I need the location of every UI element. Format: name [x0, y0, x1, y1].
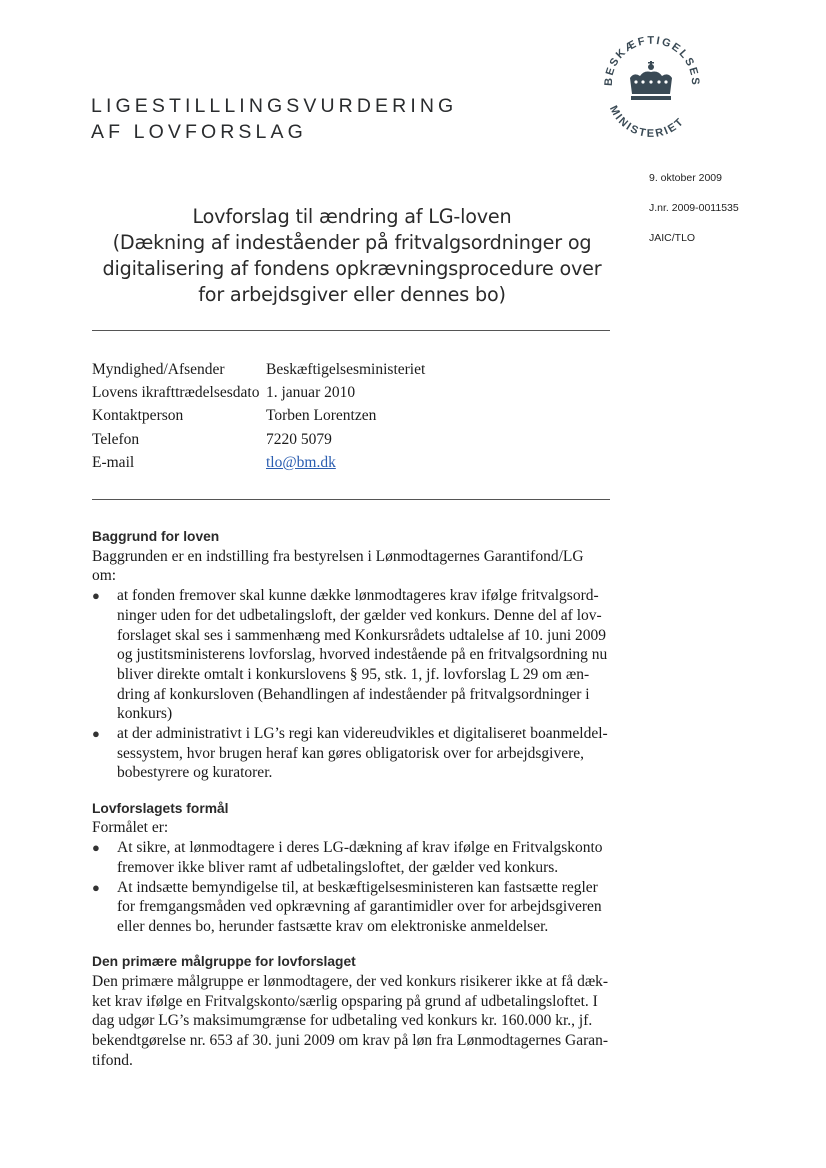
- logo-arc-text-bottom: MINISTERIET: [607, 103, 688, 140]
- bullet-icon: ●: [92, 879, 100, 895]
- heading-line-1: LIGESTILLLINGSVURDERING: [91, 95, 458, 117]
- info-row-phone: [92, 428, 425, 451]
- list-item-line: konkurs): [117, 705, 173, 723]
- info-row-authority: [92, 358, 425, 381]
- divider: [92, 330, 610, 331]
- list-item-line: for fremgangsmåden ved opkrævning af garantimidler over for arbejdsgiveren: [117, 898, 602, 916]
- journal-number: J.nr. 2009-0011535: [649, 202, 739, 214]
- email-link[interactable]: tlo@bm.dk: [266, 453, 336, 471]
- divider: [92, 499, 610, 500]
- section-target-group: [92, 952, 622, 1070]
- title-line: Lovforslag til ændring af LG-loven: [192, 205, 512, 228]
- info-value: Beskæftigelsesministeriet: [266, 361, 426, 378]
- list-item: [92, 878, 622, 937]
- info-label: Telefon: [92, 430, 140, 448]
- section-heading: Baggrund for loven: [92, 529, 220, 544]
- bullet-icon: ●: [92, 840, 100, 856]
- list-item-line: At indsætte bemyndigelse til, at beskæftigelsesministeren kan fastsætte regler: [117, 878, 598, 896]
- paragraph-line: dag udgør LG’s maksimumgrænse for udbetaling ved konkurs kr. 160.000 kr., jf.: [92, 1012, 593, 1030]
- list-item-line: at der administrativt i LG’s regi kan videreudvikles et digitaliseret boanmeldel-: [117, 725, 608, 743]
- reference-initials: JAIC/TLO: [649, 232, 696, 244]
- info-row-email: [92, 451, 425, 474]
- title-line: for arbejdsgiver eller dennes bo): [198, 283, 506, 306]
- info-value: 7220 5079: [266, 430, 332, 448]
- paragraph-line: Den primære målgruppe er lønmodtagere, der ved konkurs risikerer ikke at få dæk-: [92, 972, 609, 990]
- info-value: Torben Lorentzen: [266, 407, 377, 425]
- paragraph-line: tifond.: [92, 1051, 133, 1069]
- info-row-effective-date: [92, 381, 425, 404]
- list-item: [92, 586, 622, 724]
- info-label: Kontaktperson: [92, 407, 184, 425]
- svg-text:MINISTERIET: [607, 104, 687, 140]
- document-body: [92, 527, 622, 1086]
- paragraph-line: Formålet er:: [92, 819, 169, 837]
- bullet-icon: ●: [92, 588, 100, 604]
- document-heading: [91, 93, 457, 145]
- title-line: (Dækning af indeståender på fritvalgsordninger og: [112, 231, 592, 254]
- info-row-contact: [92, 404, 425, 427]
- info-label: Myndighed/Afsender: [92, 361, 225, 378]
- info-label: E-mail: [92, 453, 135, 471]
- list-item-line: bliver direkte omtalt i konkurslovens § 95, stk. 1, jf. lovforslag L 29 om æn-: [117, 665, 590, 683]
- info-table: [92, 358, 425, 474]
- heading-line-2: AF LOVFORSLAG: [91, 121, 307, 143]
- logo-arc-text-top: BESKÆFTIGELSES: [602, 34, 702, 87]
- list-item: [92, 838, 622, 877]
- list-item-line: dring af konkursloven (Behandlingen af indeståender på fritvalgsordninger i: [117, 685, 590, 703]
- document-title: [92, 204, 612, 308]
- section-background: [92, 527, 622, 783]
- list-item-line: bobestyrere og kuratorer.: [117, 764, 273, 782]
- paragraph-line: Baggrunden er en indstilling fra bestyrelsen i Lønmodtagernes Garantifond/LG: [92, 547, 584, 565]
- list-item-line: At sikre, at lønmodtagere i deres LG-dækning af krav ifølge en Fritvalgskonto: [117, 839, 603, 857]
- paragraph-line: om:: [92, 567, 117, 585]
- list-item-line: at fonden fremover skal kunne dække lønmodtageres krav ifølge fritvalgsord-: [117, 587, 599, 605]
- ministry-crown-logo: [590, 20, 710, 140]
- list-item-line: og justitsministerens lovforslag, hvorved indestående på en fritvalgsordning nu: [117, 646, 608, 664]
- list-item-line: ninger uden for det udbetalingsloft, der gælder ved konkurs. Denne del af lov-: [117, 606, 602, 624]
- list-item-line: forslaget skal ses i sammenhæng med Konkursrådets udtalelse af 10. juni 2009: [117, 626, 607, 644]
- title-line: digitalisering af fondens opkrævningsprocedure over: [102, 257, 602, 280]
- paragraph-line: bekendtgørelse nr. 653 af 30. juni 2009 om krav på løn fra Lønmodtagernes Garan-: [92, 1032, 609, 1050]
- paragraph-line: ket krav ifølge en Fritvalgskonto/særlig opsparing på grund af udbetalingsloftet. I: [92, 992, 598, 1010]
- section-heading: Lovforslagets formål: [92, 800, 229, 816]
- bullet-icon: ●: [92, 726, 100, 742]
- info-label: Lovens ikrafttrædelsesdato: [92, 384, 260, 402]
- info-value: 1. januar 2010: [266, 384, 356, 402]
- document-date: 9. oktober 2009: [649, 172, 722, 184]
- section-purpose: [92, 799, 622, 937]
- list-item: [92, 724, 622, 783]
- section-heading: Den primære målgruppe for lovforslaget: [92, 954, 356, 970]
- list-item-line: fremover ikke bliver ramt af udbetalingsloftet, der gælder ved konkurs.: [117, 858, 559, 876]
- crown-icon: [590, 20, 710, 140]
- list-item-line: sessystem, hvor brugen heraf kan gøres obligatorisk over for arbejdsgivere,: [117, 744, 585, 762]
- list-item-line: eller dennes bo, herunder fastsætte krav om elektroniske anmeldelser.: [117, 917, 549, 935]
